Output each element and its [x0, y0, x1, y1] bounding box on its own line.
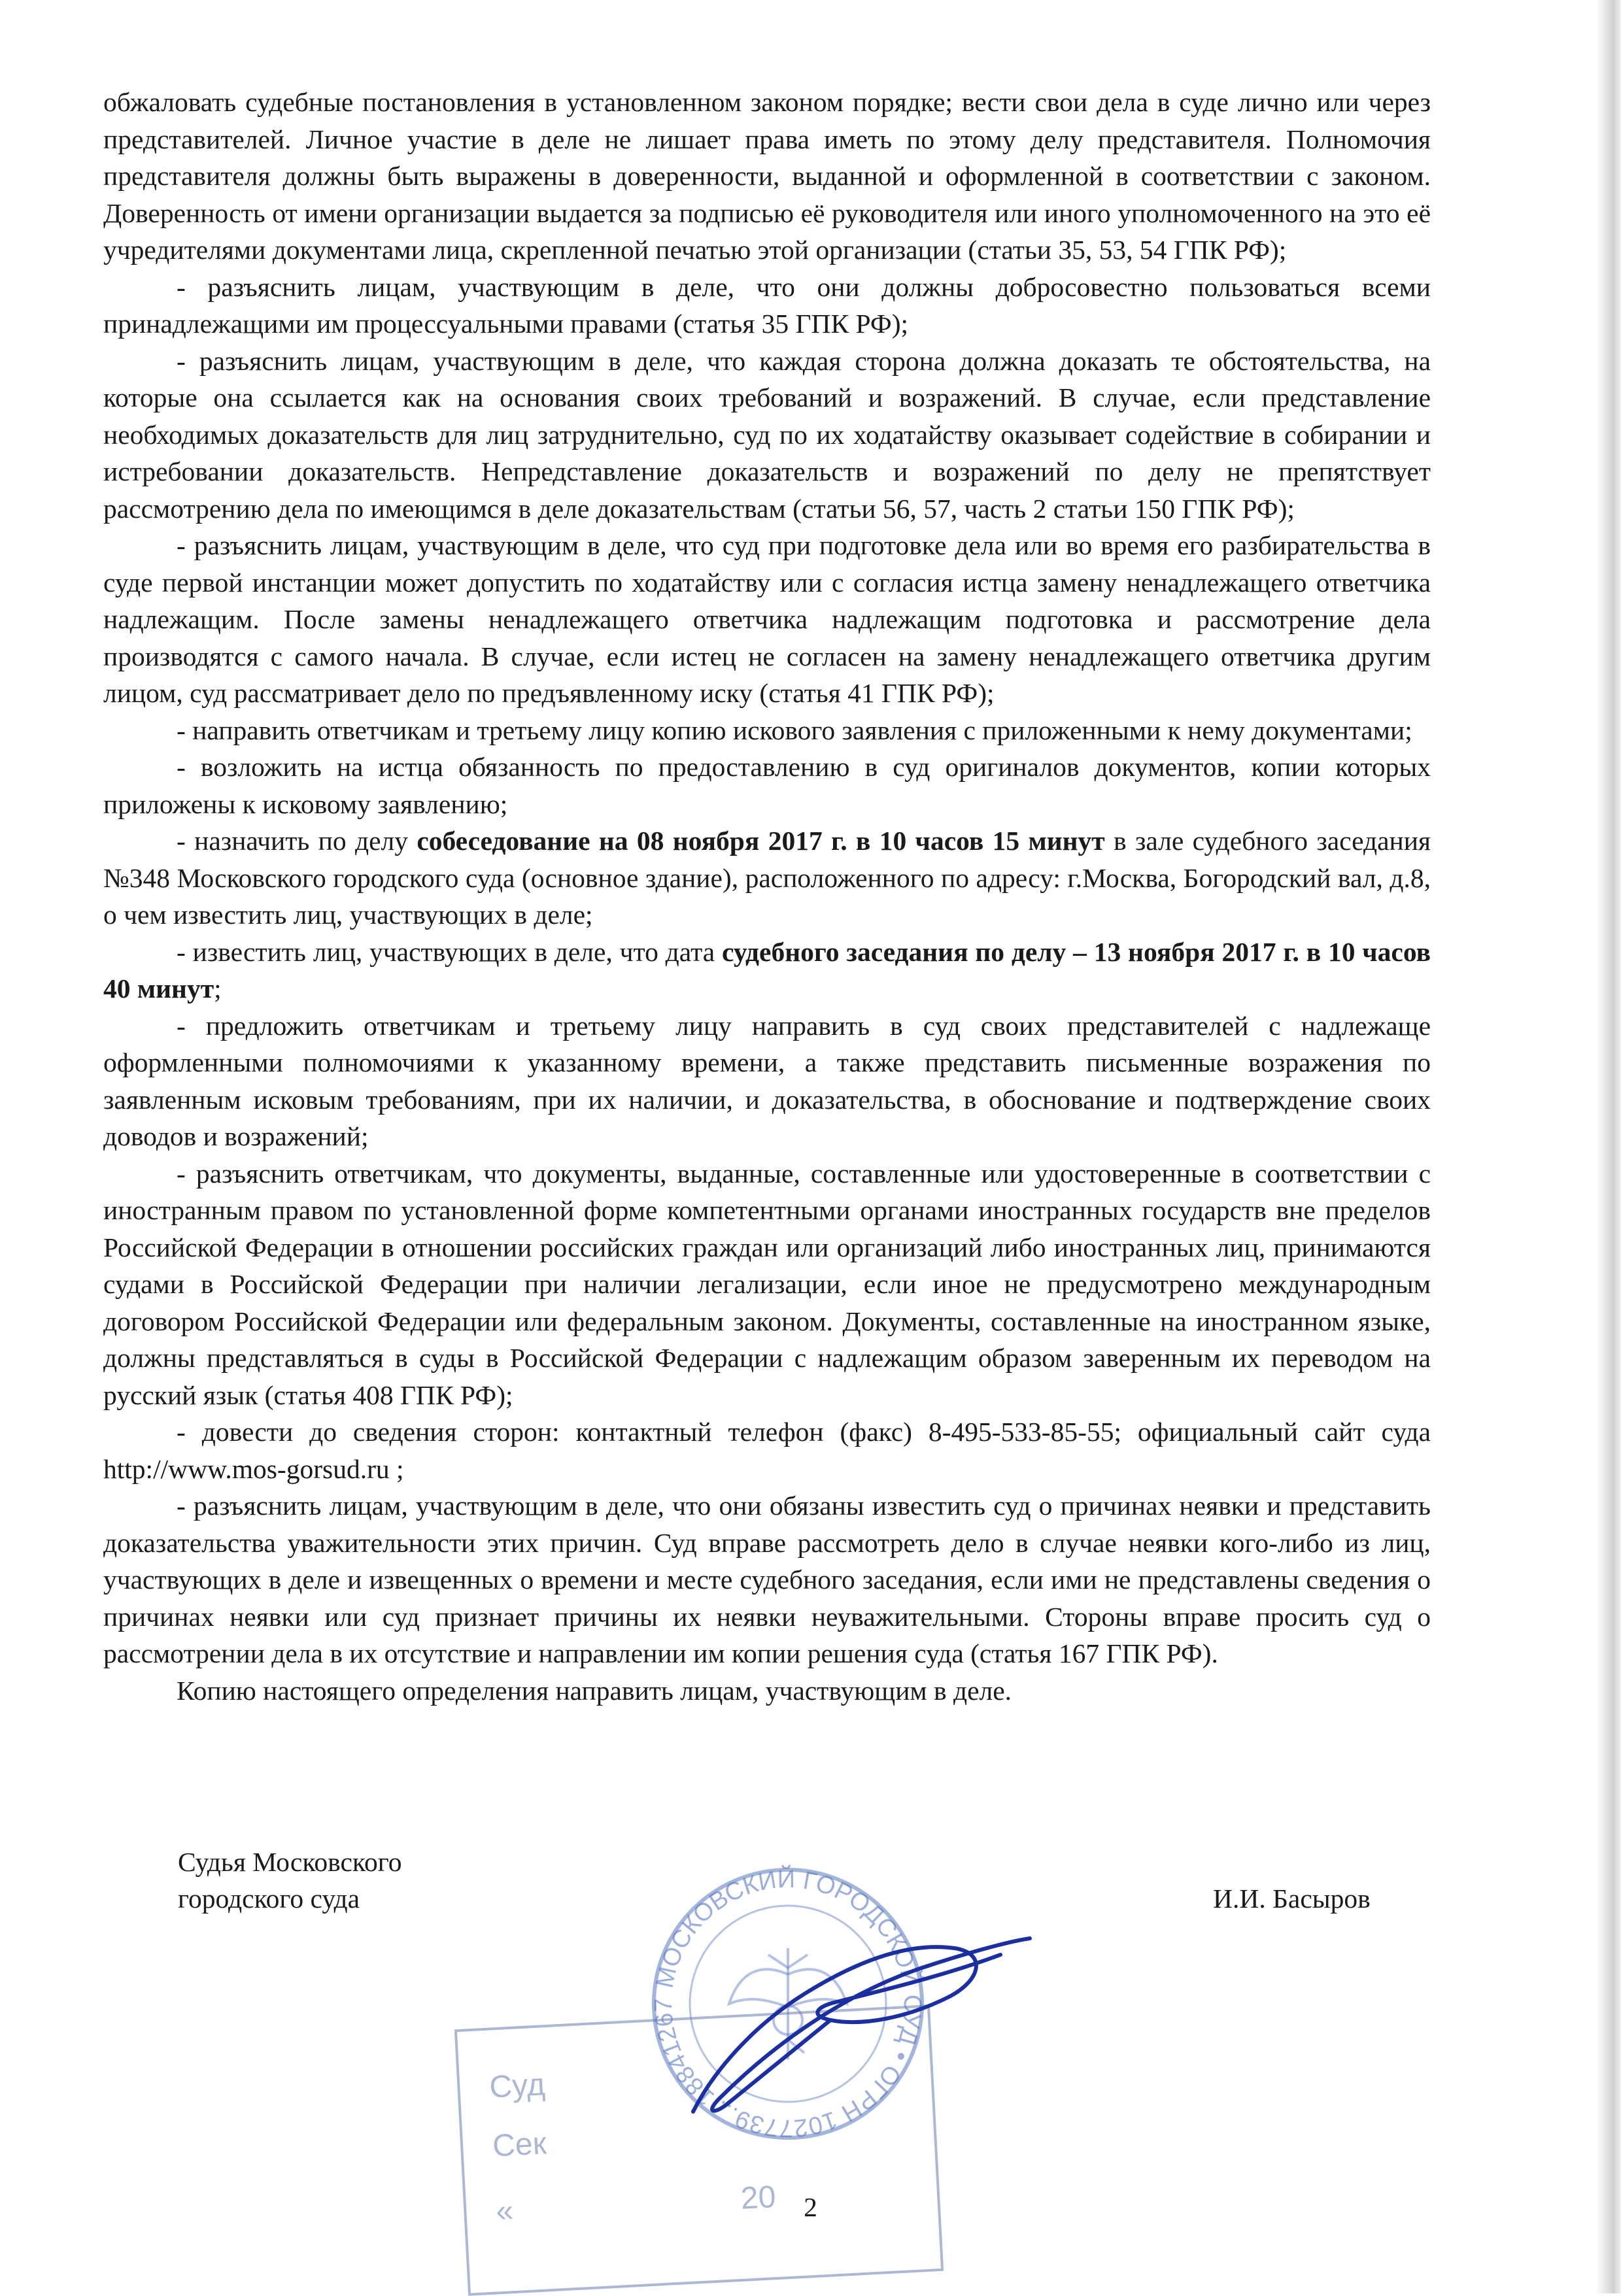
paragraph: [103, 712, 1431, 749]
paragraph: [103, 527, 1431, 712]
text-run: - разъяснить лицам, участвующим в деле, что каждая сторона должна доказать те обстоятельства, на которые она ссылается как на основания своих требований и возражений. В случае, если представление необходимых доказательств для лиц затруднительно, суд по их ходатайству оказывает содействие в собирании и истребовании доказательств. Непредставление доказательств и возражений по делу не препятствует рассмотрению дела по имеющимся в деле доказательствам (статьи 56, 57, часть 2 статьи 150 ГПК РФ);: [103, 345, 1431, 524]
paragraph: [103, 934, 1431, 1007]
text-run: - известить лиц, участвующих в деле, что дата: [177, 936, 723, 967]
paragraph: [103, 1007, 1431, 1155]
text-run: - довести до сведения сторон: контактный телефон (факс) 8-495-533-85-55; официальный сайт суда http://www.mos-gorsud.ru ;: [103, 1417, 1431, 1484]
paragraph: [103, 84, 1431, 269]
paragraph: [103, 269, 1431, 343]
stamp-line-1: Суд: [488, 2067, 546, 2105]
text-run: - назначить по делу: [177, 826, 417, 856]
judge-name: И.И. Басыров: [1213, 1883, 1371, 1914]
paragraph: [103, 1487, 1431, 1672]
seal-ring-text: МОСКОВСКИЙ ГОРОДСКОЙ СУД • ОГРН 1027739... 18841267: [649, 1865, 927, 2142]
text-run: - разъяснить лицам, участвующим в деле, что они должны добросовестно пользоваться всеми принадлежащими им процессуальными правами (статья 35 ГПК РФ);: [103, 271, 1431, 339]
bold-text: собеседование на 08 ноября 2017 г. в 10 часов 15 минут: [417, 826, 1105, 856]
text-run: - предложить ответчикам и третьему лицу направить в суд своих представителей с надлежаще оформленными полномочиями к указанному времени, а также представить письменные возражения по заявленным исковым требованиям, при их наличии, и доказательства, в обоснование и подтверждение своих доводов и возражений;: [103, 1010, 1431, 1151]
stamp-line-3: «: [495, 2193, 515, 2229]
stamp-line-4: 20: [740, 2179, 777, 2216]
paragraph: [103, 1413, 1431, 1487]
signature-block: [0, 1844, 1621, 2236]
paragraph: [103, 749, 1431, 822]
paragraph: [103, 822, 1431, 934]
text-run: обжаловать судебные постановления в установленном законом порядке; вести свои дела в суде лично или через представителей. Личное участие в деле не лишает права иметь по этому делу представителя. Полномочия представителя должны быть выражены в доверенности, выданной и оформленной в соответствии с законом. Доверенность от имени организации выдается за подписью её руководителя или иного уполномоченного на это её учредителями документами лица, скрепленной печатью этой организации (статьи 35, 53, 54 ГПК РФ);: [103, 87, 1431, 265]
paragraph: [103, 1155, 1431, 1414]
text-run: ;: [214, 973, 222, 1004]
document-body: [103, 84, 1431, 1709]
text-run: - разъяснить лицам, участвующим в деле, что они обязаны известить суд о причинах неявки и представить доказательства уважительности этих причин. Суд вправе рассмотреть дело в случае неявки кого-либо из лиц, участвующих в деле и извещенных о времени и месте судебного заседания, если ими не представлены сведения о причинах неявки или суд признает причины их неявки неуважительными. Стороны вправе просить суд о рассмотрении дела в их отсутствие и направлении им копии решения суда (статья 167 ГПК РФ).: [103, 1491, 1431, 1668]
text-run: Копию настоящего определения направить лицам, участвующим в деле.: [177, 1675, 1012, 1706]
judge-title-line1: Судья Московского: [178, 1847, 402, 1877]
text-run: - возложить на истца обязанность по предоставлению в суд оригиналов документов, копии которых приложены к исковому заявлению;: [103, 752, 1431, 819]
judge-title: [178, 1844, 401, 1917]
paragraph: [103, 1672, 1431, 1710]
judge-title-line2: городского суда: [178, 1883, 360, 1914]
text-run: в зале судебного заседания №348 Московского городского суда (основное здание), расположенного по адресу: г.Москва, Богородский вал, д.8, о чем известить лиц, участвующих в деле;: [103, 826, 1431, 930]
paragraph: [103, 343, 1431, 528]
text-run: - направить ответчикам и третьему лицу копию искового заявления с приложенными к нему документами;: [177, 715, 1412, 745]
text-run: - разъяснить лицам, участвующим в деле, что суд при подготовке дела или во время его разбирательства в суде первой инстанции может допустить по ходатайству или с согласия истца замену ненадлежащего ответчика надлежащим. После замены ненадлежащего ответчика надлежащим подготовка и рассмотрение дела производятся с самого начала. В случае, если истец не согласен на замену ненадлежащего ответчика другим лицом, суд рассматривает дело по предъявленному иску (статья 41 ГПК РФ);: [103, 530, 1431, 708]
text-run: - разъяснить ответчикам, что документы, выданные, составленные или удостоверенные в соответствии с иностранным правом по установленной форме компетентными органами иностранных государств вне пределов Российской Федерации в отношении российских граждан или организаций либо иностранных лиц, принимаются судами в Российской Федерации при наличии легализации, если иное не предусмотрено международным договором Российской Федерации или федеральным законом. Документы, составленные на иностранном языке, должны представляться в суды в Российской Федерации с надлежащим образом заверенным их переводом на русский язык (статья 408 ГПК РФ);: [103, 1158, 1431, 1410]
stamp-line-2: Сек: [491, 2126, 547, 2164]
handwritten-signature: [674, 1916, 1040, 2131]
bold-text: судебного заседания по делу – 13 ноября 2017 г. в 10 часов 40 минут: [103, 936, 1431, 1004]
page-number: 2: [804, 2192, 817, 2222]
